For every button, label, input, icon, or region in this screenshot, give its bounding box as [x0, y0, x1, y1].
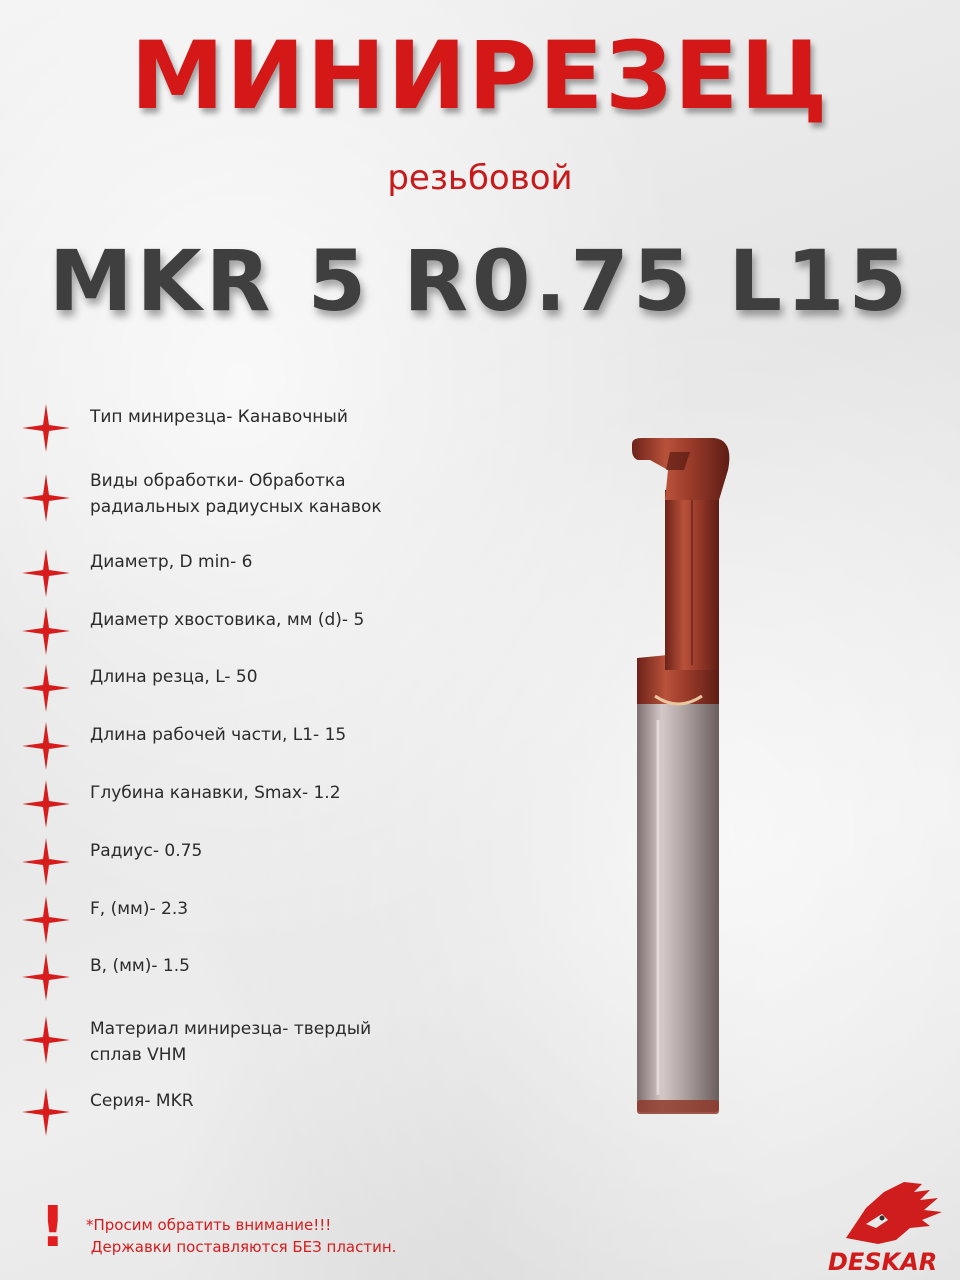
red-sparkle-star-icon	[22, 404, 70, 452]
brand-logo-text: DESKAR	[828, 1248, 938, 1276]
spec-item	[22, 722, 562, 782]
notice-line-1: *Просим обратить внимание!!!	[86, 1216, 332, 1234]
red-sparkle-star-icon	[22, 664, 70, 712]
spec-item	[22, 1088, 562, 1148]
spec-text: Диаметр хвостовика, мм (d)- 5	[90, 610, 365, 630]
spec-item	[22, 404, 562, 464]
notice-text	[86, 1214, 396, 1258]
model-name: MKR 5 R0.75 L15	[49, 232, 911, 330]
red-sparkle-star-icon	[22, 474, 70, 522]
spec-text: Серия- MKR	[90, 1091, 194, 1111]
red-sparkle-star-icon	[22, 607, 70, 655]
spec-item	[22, 838, 562, 898]
spec-item	[22, 953, 562, 1013]
spec-text: B, (мм)- 1.5	[90, 956, 190, 976]
notice-line-2: Державки поставляются БЕЗ пластин.	[86, 1238, 397, 1256]
spec-item	[22, 1016, 562, 1076]
spec-item	[22, 549, 562, 609]
page-title: МИНИРЕЗЕЦ	[130, 22, 830, 131]
red-sparkle-star-icon	[22, 838, 70, 886]
spec-text: Тип минирезца- Канавочный	[90, 407, 348, 427]
spec-text: Радиус- 0.75	[90, 841, 203, 861]
red-sparkle-star-icon	[22, 549, 70, 597]
notice-exclamation-icon: !	[40, 1195, 66, 1260]
red-sparkle-star-icon	[22, 722, 70, 770]
red-sparkle-star-icon	[22, 780, 70, 828]
spec-text: Глубина канавки, Smax- 1.2	[90, 783, 341, 803]
spec-item	[22, 664, 562, 724]
spec-text: F, (мм)- 2.3	[90, 899, 189, 919]
spec-item	[22, 896, 562, 956]
red-sparkle-star-icon	[22, 896, 70, 944]
spec-text: Диаметр, D min- 6	[90, 552, 253, 572]
spec-text: Длина рабочей части, L1- 15	[90, 725, 347, 745]
spec-text: Длина резца, L- 50	[90, 667, 258, 687]
spec-item	[22, 471, 562, 534]
red-sparkle-star-icon	[22, 1016, 70, 1064]
mini-cutter-tool-image	[610, 430, 760, 1150]
spec-text: Виды обработки- Обработка радиальных радиусных канавок	[90, 471, 382, 517]
spec-item	[22, 607, 562, 667]
red-sparkle-star-icon	[22, 1088, 70, 1136]
spec-item	[22, 780, 562, 840]
red-sparkle-star-icon	[22, 953, 70, 1001]
page-subtitle: резьбовой	[387, 158, 573, 198]
spec-text: Материал минирезца- твердый сплав VHM	[90, 1019, 372, 1065]
